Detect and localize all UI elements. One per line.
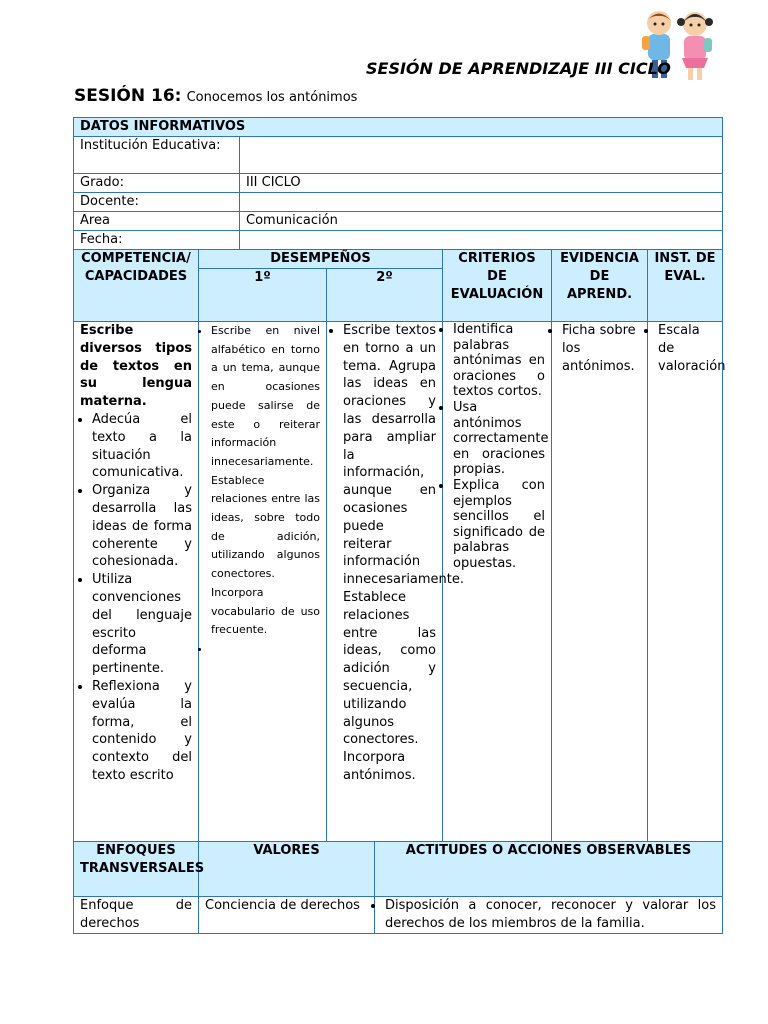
datos-value bbox=[240, 193, 723, 212]
instrumento-cell bbox=[648, 322, 726, 842]
datos-value bbox=[240, 137, 723, 174]
enfoque-cell: Enfoque de derechos bbox=[74, 897, 199, 934]
desempeno-2-item: • Escribe textos en torno a un tema. Agrupa las ideas en oraciones y las desarrolla para ampliar la información, aunque en ocasiones puede reiterar información innecesariamente. Establece relaciones entre las ideas, como adición y secuencia, utilizando algunos conectores. Incorpora antónimos. bbox=[343, 322, 436, 785]
enfoques-table bbox=[73, 841, 723, 934]
competencias-header: COMPETENCIA/ CAPACIDADES bbox=[74, 250, 199, 322]
desempeno-1-cell bbox=[199, 322, 327, 842]
session-heading bbox=[74, 86, 357, 106]
actitudes-list bbox=[377, 897, 716, 933]
desempenos-header: DESEMPEÑOS bbox=[199, 250, 443, 269]
instrumento-header: INST. DE EVAL. bbox=[648, 250, 723, 322]
desempeno-1-header: 1º bbox=[199, 269, 327, 322]
actitudes-header: ACTITUDES O ACCIONES OBSERVABLES bbox=[375, 842, 723, 897]
criterios-header: CRITERIOS DE EVALUACIÓN bbox=[443, 250, 552, 322]
actitud-item: • Disposición a conocer, reconocer y valorar los derechos de los miembros de la familia. bbox=[385, 897, 716, 933]
session-number: SESIÓN 16: bbox=[74, 86, 182, 106]
desempeno-2-list bbox=[333, 322, 465, 785]
competencias-table bbox=[73, 249, 726, 842]
criterios-list bbox=[445, 322, 549, 572]
desempeno-1-list bbox=[201, 322, 320, 659]
enfoques-header: ENFOQUES TRANSVERSALES bbox=[74, 842, 199, 897]
instrumento-list bbox=[650, 322, 726, 375]
desempeno-2-cell bbox=[327, 322, 465, 842]
desempeno-1-item: • Escribe en nivel alfabético en torno a un tema, aunque en ocasiones puede salirse de este o reiterar información innecesariamente. Establece relaciones entre las ideas, sobre todo de adición, utilizando algunos conectores. Incorpora vocabulario de uso frecuente. bbox=[211, 322, 320, 640]
datos-value bbox=[240, 231, 723, 250]
datos-heading: DATOS INFORMATIVOS bbox=[74, 118, 723, 137]
header-title: SESIÓN DE APRENDIZAJE III CICLO bbox=[366, 59, 671, 78]
datos-label: Fecha: bbox=[74, 231, 240, 250]
valores-header: VALORES bbox=[199, 842, 375, 897]
criterio-item: • Explica con ejemplos sencillos el significado de palabras opuestas. bbox=[453, 478, 545, 572]
datos-label: Area bbox=[74, 212, 240, 231]
capacidad-item: • Organiza y desarrolla las ideas de forma coherente y cohesionada. bbox=[92, 482, 192, 571]
datos-label: Docente: bbox=[74, 193, 240, 212]
criterio-item: • Identifica palabras antónimas en oraciones o textos cortos. bbox=[453, 322, 545, 400]
session-topic: Conocemos los antónimos bbox=[186, 90, 358, 105]
datos-value: III CICLO bbox=[240, 174, 723, 193]
competencia-title: Escribe diversos tipos de textos en su lengua materna. bbox=[80, 323, 192, 410]
valor-cell: Conciencia de derechos bbox=[199, 897, 375, 934]
competencias-cell bbox=[74, 322, 199, 842]
datos-label: Institución Educativa: bbox=[74, 137, 240, 174]
capacidad-item: • Utiliza convenciones del lenguaje escrito deforma pertinente. bbox=[92, 571, 192, 678]
evidencia-list bbox=[554, 322, 641, 375]
criterio-item: • Usa antónimos correctamente en oraciones propias. bbox=[453, 400, 545, 478]
evidencia-header: EVIDENCIA DE APREND. bbox=[552, 250, 648, 322]
datos-value: Comunicación bbox=[240, 212, 723, 231]
instrumento-item: • Escala de valoración bbox=[658, 322, 716, 375]
datos-informativos-table bbox=[73, 117, 723, 250]
datos-label: Grado: bbox=[74, 174, 240, 193]
desempeno-1-empty-item bbox=[211, 640, 320, 659]
evidencia-item: • Ficha sobre los antónimos. bbox=[562, 322, 641, 375]
actitud-cell bbox=[375, 897, 723, 934]
capacidad-item: • Adecúa el texto a la situación comunicativa. bbox=[92, 411, 192, 482]
capacidades-list bbox=[80, 411, 192, 785]
capacidad-item: • Reflexiona y evalúa la forma, el contenido y contexto del texto escrito bbox=[92, 678, 192, 785]
evidencia-cell bbox=[552, 322, 648, 842]
desempeno-2-header: 2º bbox=[327, 269, 443, 322]
